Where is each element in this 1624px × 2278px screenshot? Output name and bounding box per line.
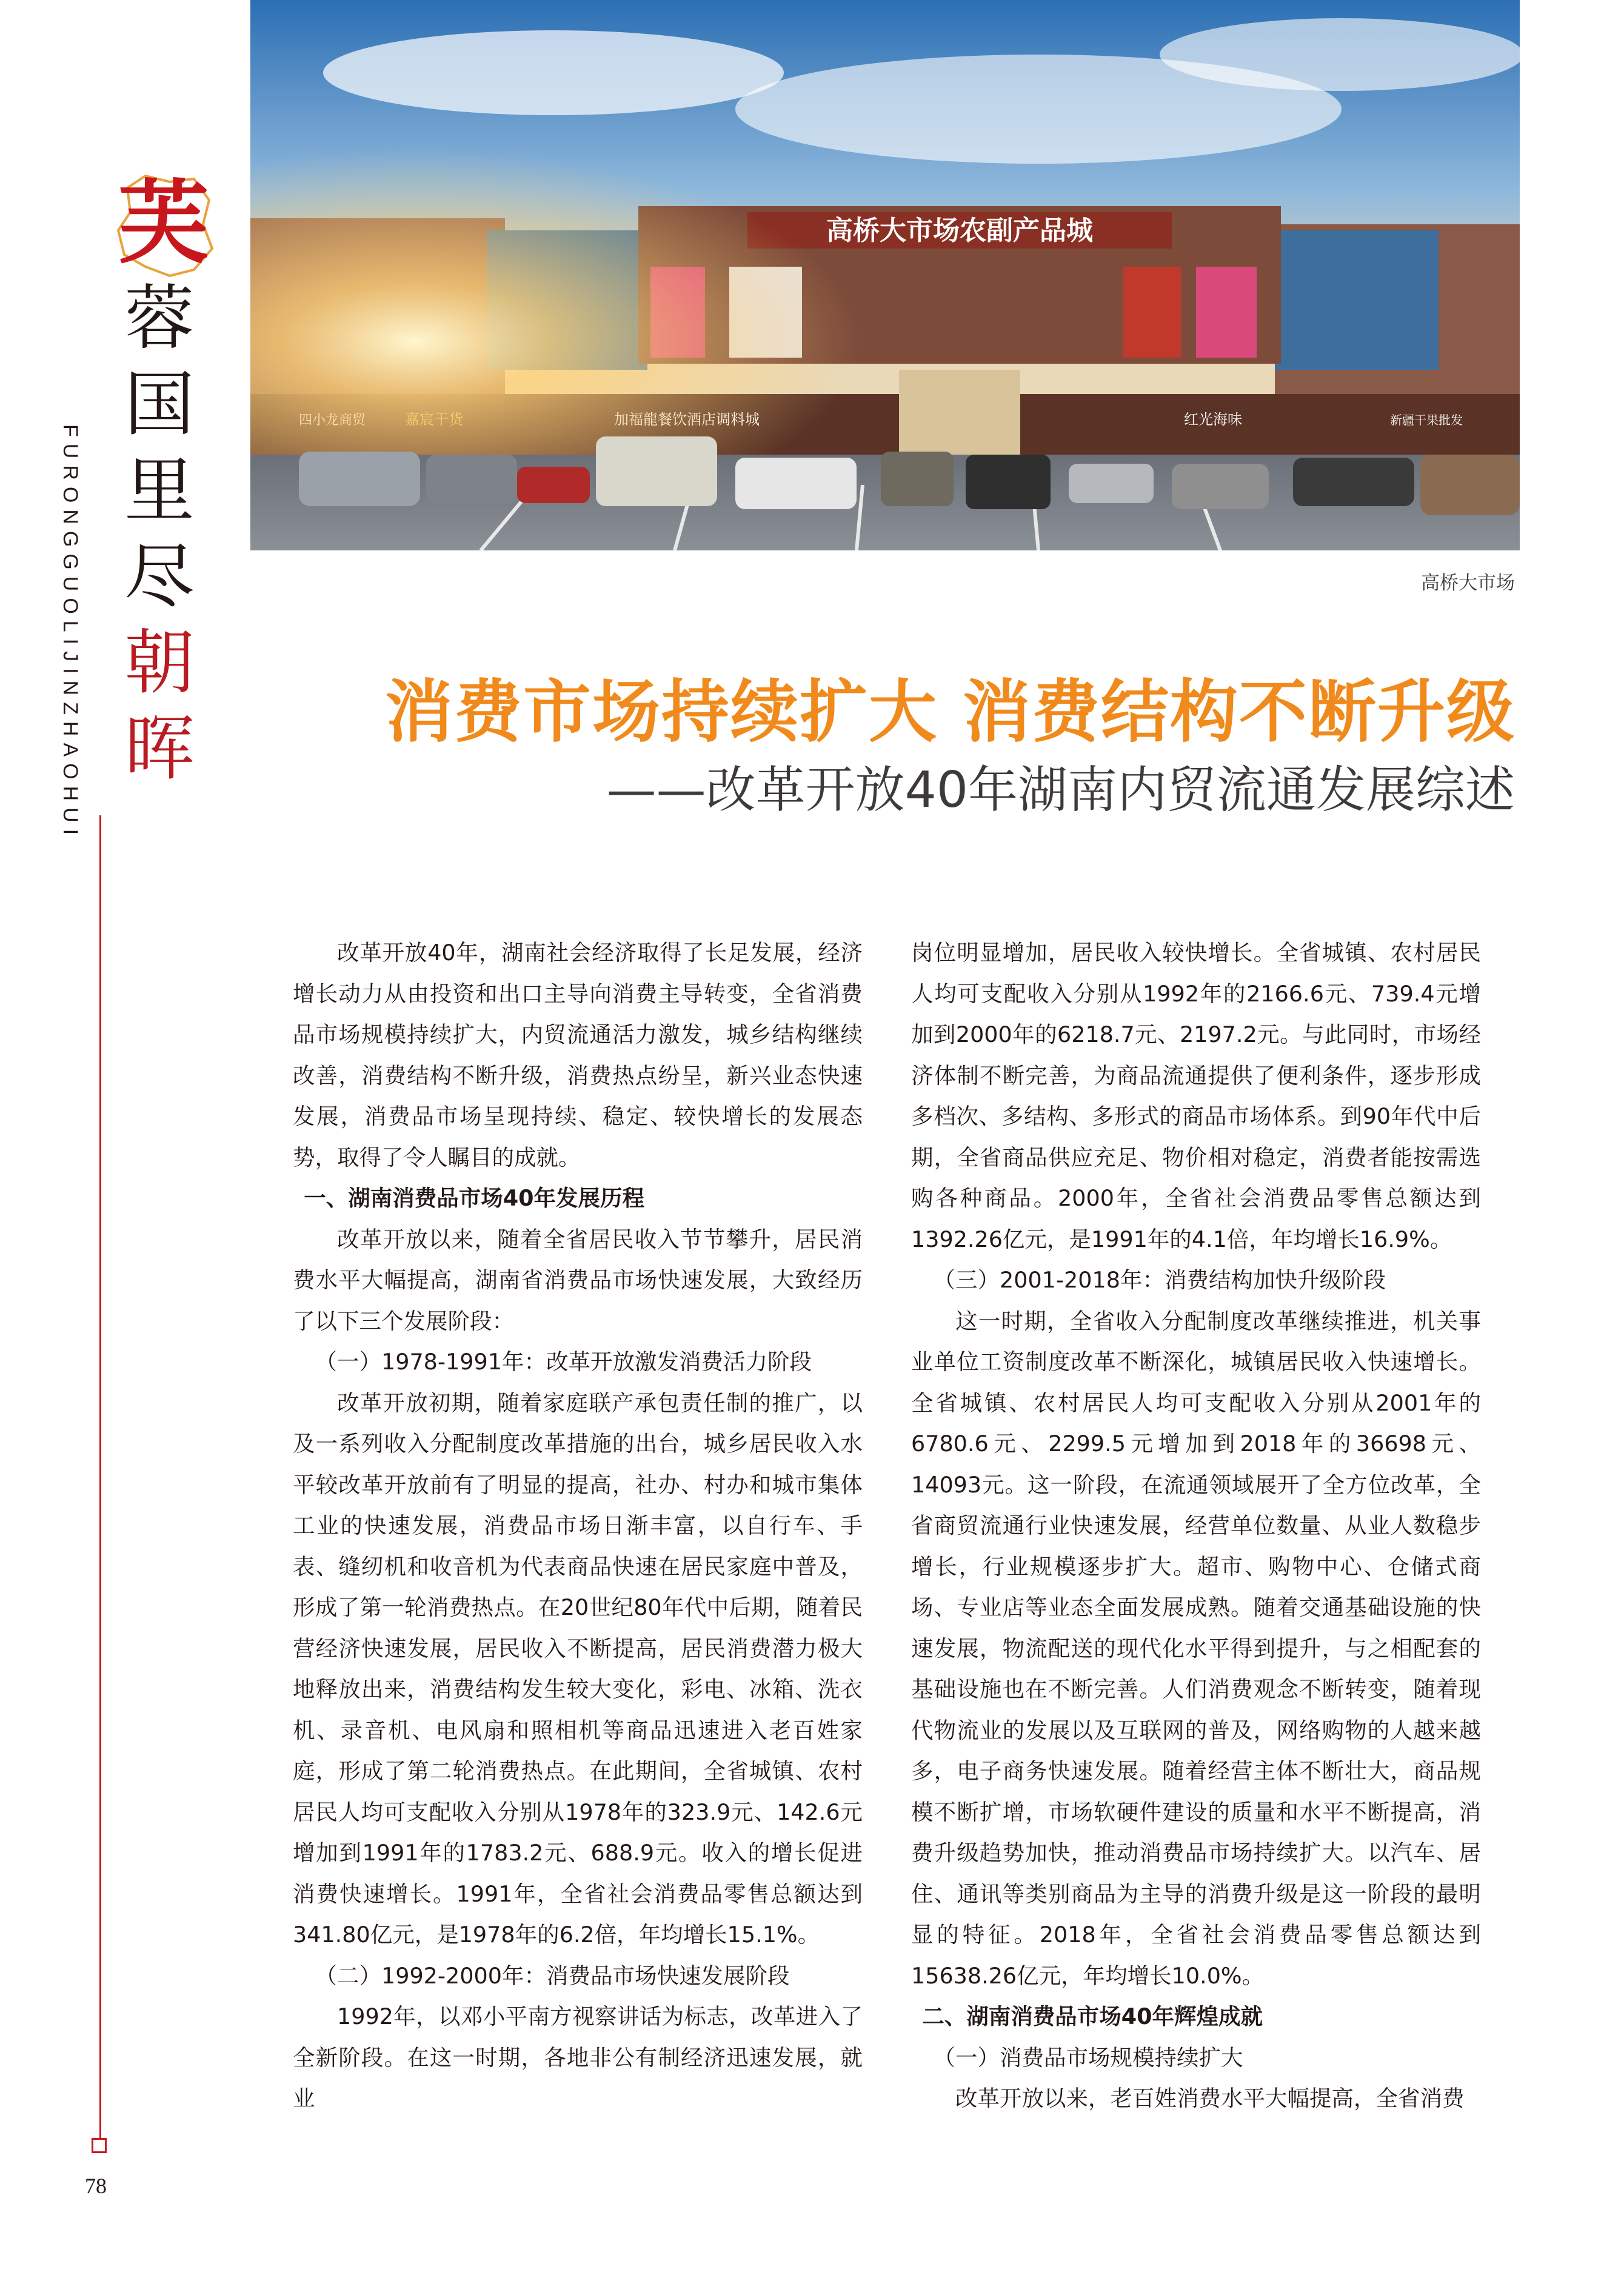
left-column [293,932,863,2119]
side-char-rong: 蓉 [124,278,195,359]
subsection-heading: （二）1992-2000年：消费品市场快速发展阶段 [315,1962,790,1989]
side-line-marker [92,2138,107,2153]
paragraph: 这一时期，全省收入分配制度改革继续推进，机关事业单位工资制度改革不断深化，城镇居民收入快速增长。全省城镇、农村居民人均可支配收入分别从2001年的6780.6元、2299.5元增加到2018年的36698元、14093元。这一阶段，在流通领域展开了全方位改革，全省商贸流通行业快速发展，经营单位数量、从业人数稳步增长，行业规模逐步扩大。超市、购物中心、仓储式商场、专业店等业态全面发展成熟。随着交通基础设施的快速发展，物流配送的现代化水平得到提升，与之相配套的基础设施也在不断完善。人们消费观念不断转变，随着现代物流业的发展以及互联网的普及，网络购物的人越来越多，电子商务快速发展。随着经营主体不断壮大，商品规模不断扩增，市场软硬件建设的质量和水平不断提高，消费升级趋势加快，推动消费品市场持续扩大。以汽车、居住、通讯等类别商品为主导的消费升级是这一阶段的最明显的特征。2018年，全省社会消费品零售总额达到15638.26亿元，年均增长10.0%。 [911,1308,1481,1989]
side-pinyin: FURONGGUOLIJINZHAOHUI [59,424,82,842]
subsection-heading: （一）消费品市场规模持续扩大 [933,2044,1243,2071]
side-divider-line [99,815,101,2140]
paragraph: 改革开放以来，老百姓消费水平大幅提高，全省消费 [955,2085,1465,2111]
paragraph: 改革开放40年，湖南社会经济取得了长足发展，经济增长动力从由投资和出口主导向消费主导转变，全省消费品市场规模持续扩大，内贸流通活力激发，城乡结构继续改善，消费结构不断升级，消费热点纷呈，新兴业态快速发展，消费品市场呈现持续、稳定、较快增长的发展态势，取得了令人瞩目的成就。 [293,940,863,1171]
side-char-li: 里 [124,450,195,532]
side-char-zhao: 朝 [124,622,195,704]
subsection-heading: （一）1978-1991年：改革开放激发消费活力阶段 [315,1349,812,1375]
side-char-jin: 尽 [124,536,195,618]
furong-logo [103,164,224,285]
paragraph: 改革开放初期，随着家庭联产承包责任制的推广，以及一系列收入分配制度改革措施的出台，城乡居民收入水平较改革开放前有了明显的提高，社办、村办和城市集体工业的快速发展，消费品市场日渐丰富，以自行车、手表、缝纫机和收音机为代表商品快速在居民家庭中普及，形成了第一轮消费热点。在20世纪80年代中后期，随着民营经济快速发展，居民收入不断提高，居民消费潜力极大地释放出来，消费结构发生较大变化，彩电、冰箱、洗衣机、录音机、电风扇和照相机等商品迅速进入老百姓家庭，形成了第二轮消费热点。在此期间，全省城镇、农村居民人均可支配收入分别从1978年的323.9元、142.6元增加到1991年的1783.2元、688.9元。收入的增长促进消费快速增长。1991年，全省社会消费品零售总额达到341.80亿元，是1978年的6.2倍，年均增长15.1%。 [293,1389,863,1948]
side-char-hui: 晖 [124,708,195,790]
subsection-heading: （三）2001-2018年：消费结构加快升级阶段 [933,1267,1386,1293]
article-title: 消费市场持续扩大 消费结构不断升级 [385,673,1515,752]
logo-char: 芙 [118,171,210,276]
side-char-guo: 国 [124,364,195,446]
paragraph: 岗位明显增加，居民收入较快增长。全省城镇、农村居民人均可支配收入分别从1992年的2166.6元、739.4元增加到2000年的6218.7元、2197.2元。与此同时，市场经济体制不断完善，为商品流通提供了便利条件，逐步形成多档次、多结构、多形式的商品市场体系。到90年代中后期，全省商品供应充足、物价相对稳定，消费者能按需选购各种商品。2000年，全省社会消费品零售总额达到1392.26亿元，是1991年的4.1倍，年均增长16.9%。 [911,940,1481,1252]
paragraph: 改革开放以来，随着全省居民收入节节攀升，居民消费水平大幅提高，湖南省消费品市场快速发展，大致经历了以下三个发展阶段： [293,1226,863,1334]
article-subtitle: ——改革开放40年湖南内贸流通发展综述 [606,761,1515,819]
right-column [911,932,1481,2119]
page-number: 78 [85,2174,107,2198]
photo-caption: 高桥大市场 [1421,572,1515,594]
paragraph: 1992年，以邓小平南方视察讲话为标志，改革进入了全新阶段。在这一时期，各地非公有制经济迅速发展，就业 [293,2003,863,2111]
market-photo [250,0,1520,550]
section-heading: 一、湖南消费品市场40年发展历程 [304,1185,645,1211]
section-heading: 二、湖南消费品市场40年辉煌成就 [922,2003,1263,2029]
